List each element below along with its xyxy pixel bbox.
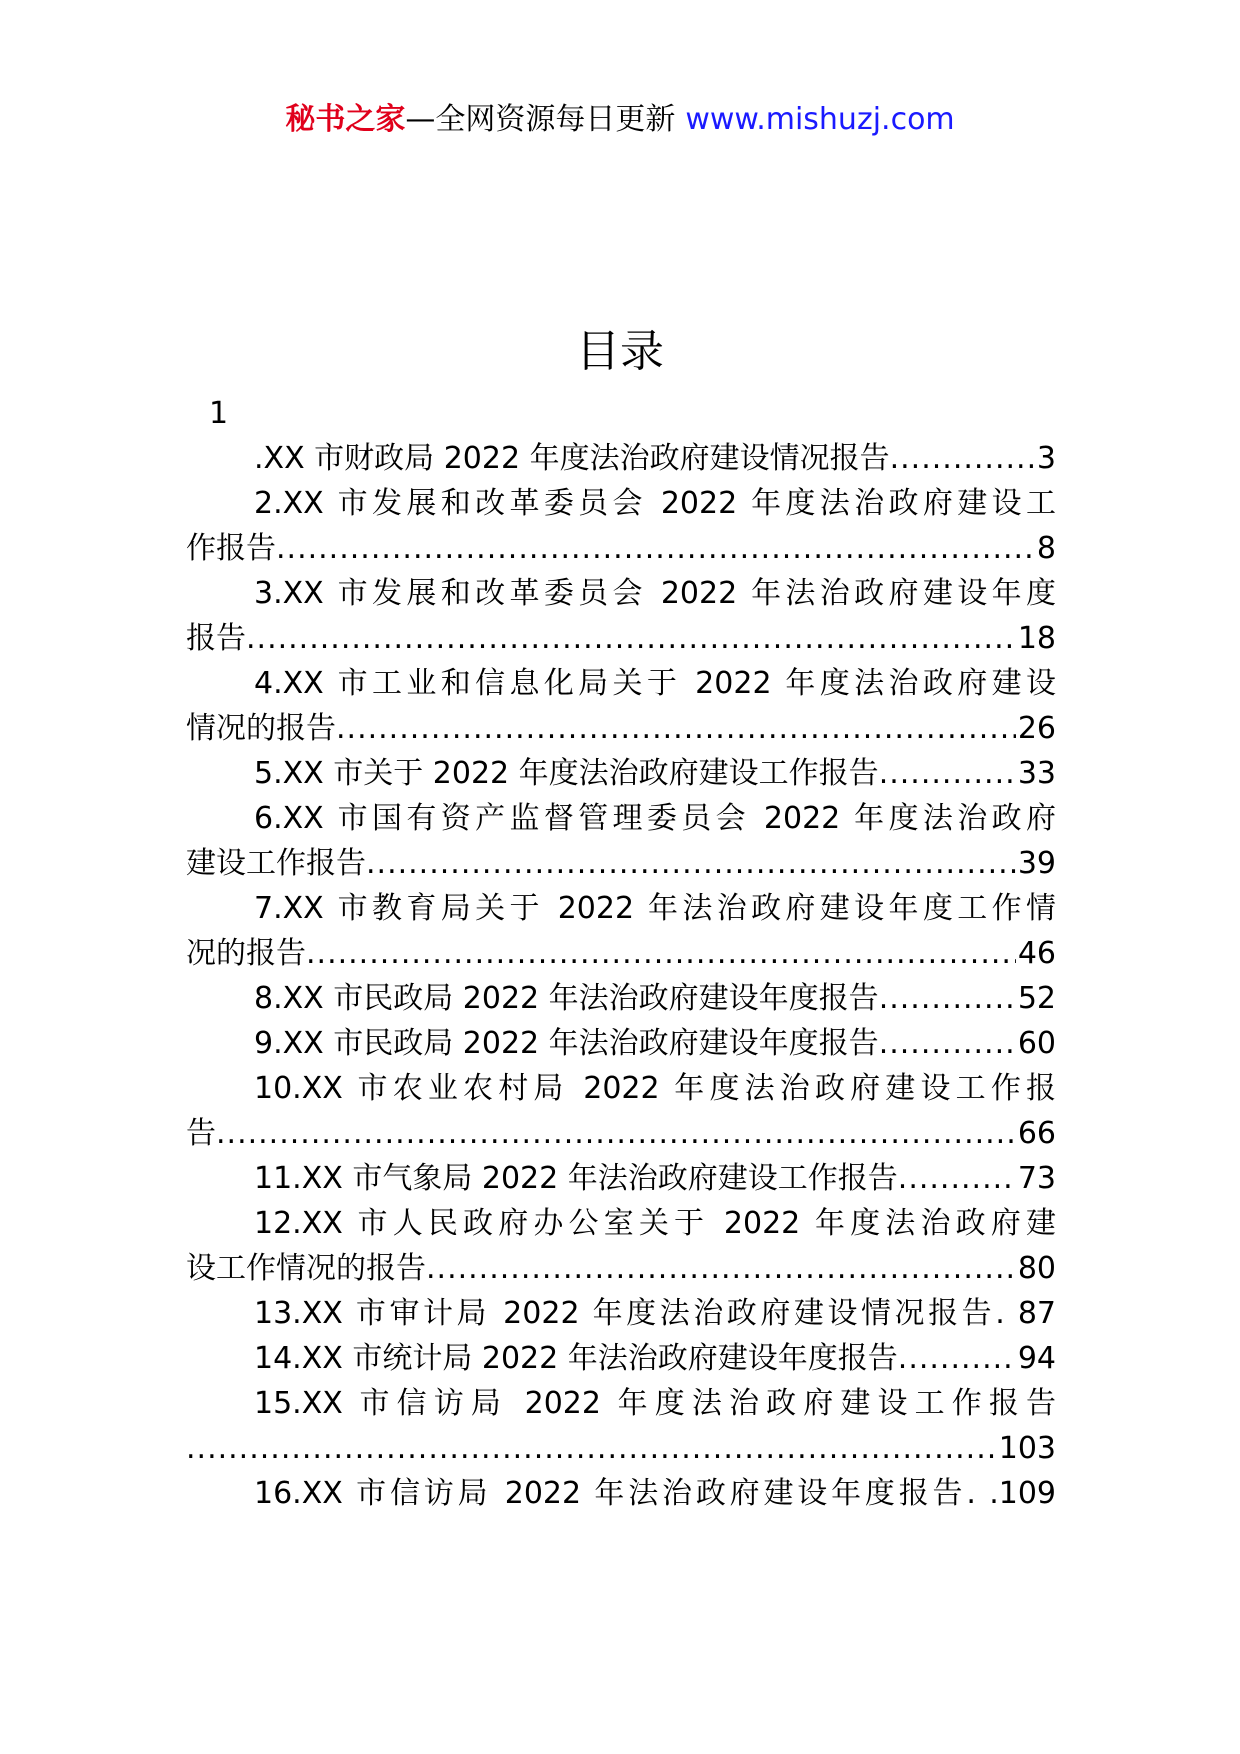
toc-entry[interactable] — [186, 1156, 1056, 1201]
toc-entry-page: 39 — [1017, 846, 1056, 881]
toc-entry-title-cont: 情况的报告 — [186, 711, 336, 746]
toc-entry-title: 2.XX 市发展和改革委员会 2022 年度法治政府建设工 — [254, 486, 1056, 521]
toc-entry-title-cont: 作报告 — [186, 531, 276, 566]
toc-entry-title: 15.XX 市信访局 2022 年度法治政府建设工作报告 — [254, 1386, 1056, 1421]
dot-leader — [879, 1021, 1016, 1066]
toc-entry-page: 33 — [1017, 756, 1056, 791]
toc-entry[interactable] — [186, 1066, 1056, 1156]
dot-leader — [216, 1111, 1016, 1156]
toc-entry-title-cont: 设工作情况的报告 — [186, 1251, 426, 1286]
dot-leader — [879, 976, 1016, 1021]
toc-entry-title-cont: 报告 — [186, 621, 246, 656]
toc-entry[interactable] — [186, 1471, 1056, 1516]
dot-leader — [898, 1156, 1016, 1201]
toc-entry-page: 3 — [1036, 441, 1056, 476]
toc-entry-page: 18 — [1017, 621, 1056, 656]
dot-leader — [306, 931, 1016, 976]
toc-entry-page: 46 — [1017, 936, 1056, 971]
toc-entry-title: 10.XX 市农业农村局 2022 年度法治政府建设工作报 — [254, 1071, 1056, 1106]
dot-leader — [426, 1246, 1016, 1291]
dot-leader — [898, 1336, 1016, 1381]
toc-entry-title-cont: 告 — [186, 1116, 216, 1151]
dot-leader — [366, 841, 1016, 886]
header-tagline: —全网资源每日更新 — [405, 102, 676, 137]
toc-entry-title: 6.XX 市国有资产监督管理委员会 2022 年度法治政府 — [254, 801, 1056, 836]
toc-entry[interactable] — [186, 886, 1056, 976]
toc-entry[interactable] — [186, 1381, 1056, 1471]
toc-entry-page: 103 — [998, 1431, 1056, 1466]
table-of-contents — [186, 392, 1056, 1516]
toc-entry-title: .XX 市财政局 2022 年度法治政府建设情况报告 — [254, 441, 890, 476]
toc-entry[interactable] — [186, 1336, 1056, 1381]
dot-leader — [879, 751, 1016, 796]
toc-entry-title: 16.XX 市信访局 2022 年法治政府建设年度报告. .109 — [254, 1476, 1056, 1511]
dot-leader — [276, 526, 1035, 571]
toc-entry-title: 11.XX 市气象局 2022 年法治政府建设工作报告 — [254, 1161, 898, 1196]
site-header — [0, 100, 1240, 140]
toc-entry-title-cont: 况的报告 — [186, 936, 306, 971]
toc-entry-title: 9.XX 市民政局 2022 年法治政府建设年度报告 — [254, 1026, 879, 1061]
toc-title: 目录 — [576, 326, 664, 377]
dot-leader — [890, 436, 1035, 481]
toc-entry-title-cont: 建设工作报告 — [186, 846, 366, 881]
toc-entry[interactable] — [186, 481, 1056, 571]
toc-entry[interactable] — [186, 751, 1056, 796]
toc-entry-title: 3.XX 市发展和改革委员会 2022 年法治政府建设年度 — [254, 576, 1056, 611]
toc-entry-page: 26 — [1017, 711, 1056, 746]
toc-entry-title: 14.XX 市统计局 2022 年法治政府建设年度报告 — [254, 1341, 898, 1376]
dot-leader — [246, 616, 1016, 661]
toc-entry[interactable] — [186, 436, 1056, 481]
brand-name: 秘书之家 — [285, 102, 406, 137]
toc-entry-page: 80 — [1017, 1251, 1056, 1286]
toc-entry-title: 8.XX 市民政局 2022 年法治政府建设年度报告 — [254, 981, 879, 1016]
toc-entry-title: 5.XX 市关于 2022 年度法治政府建设工作报告 — [254, 756, 879, 791]
toc-number: 1 — [209, 396, 229, 431]
toc-entry[interactable] — [186, 571, 1056, 661]
toc-entry-title: 13.XX 市审计局 2022 年度法治政府建设情况报告. 87 — [254, 1296, 1056, 1331]
site-url-link[interactable]: www.mishuzj.com — [685, 102, 955, 137]
toc-entry-page: 66 — [1017, 1116, 1056, 1151]
toc-entry[interactable] — [186, 796, 1056, 886]
toc-entry[interactable] — [186, 661, 1056, 751]
toc-entry[interactable] — [186, 1291, 1056, 1336]
toc-entry[interactable] — [186, 1201, 1056, 1291]
toc-entry-title: 7.XX 市教育局关于 2022 年法治政府建设年度工作情 — [254, 891, 1056, 926]
toc-entry-title: 4.XX 市工业和信息化局关于 2022 年度法治政府建设 — [254, 666, 1056, 701]
toc-entry-page: 8 — [1036, 531, 1056, 566]
toc-entry-page: 52 — [1017, 981, 1056, 1016]
toc-entry-page: 73 — [1017, 1161, 1056, 1196]
toc-entry-title: 12.XX 市人民政府办公室关于 2022 年度法治政府建 — [254, 1206, 1056, 1241]
toc-entry[interactable] — [186, 1021, 1056, 1066]
dot-leader — [336, 706, 1016, 751]
dot-leader — [186, 1426, 997, 1471]
toc-entry-page: 94 — [1017, 1341, 1056, 1376]
toc-entry-page: 60 — [1017, 1026, 1056, 1061]
toc-entry[interactable] — [186, 976, 1056, 1021]
